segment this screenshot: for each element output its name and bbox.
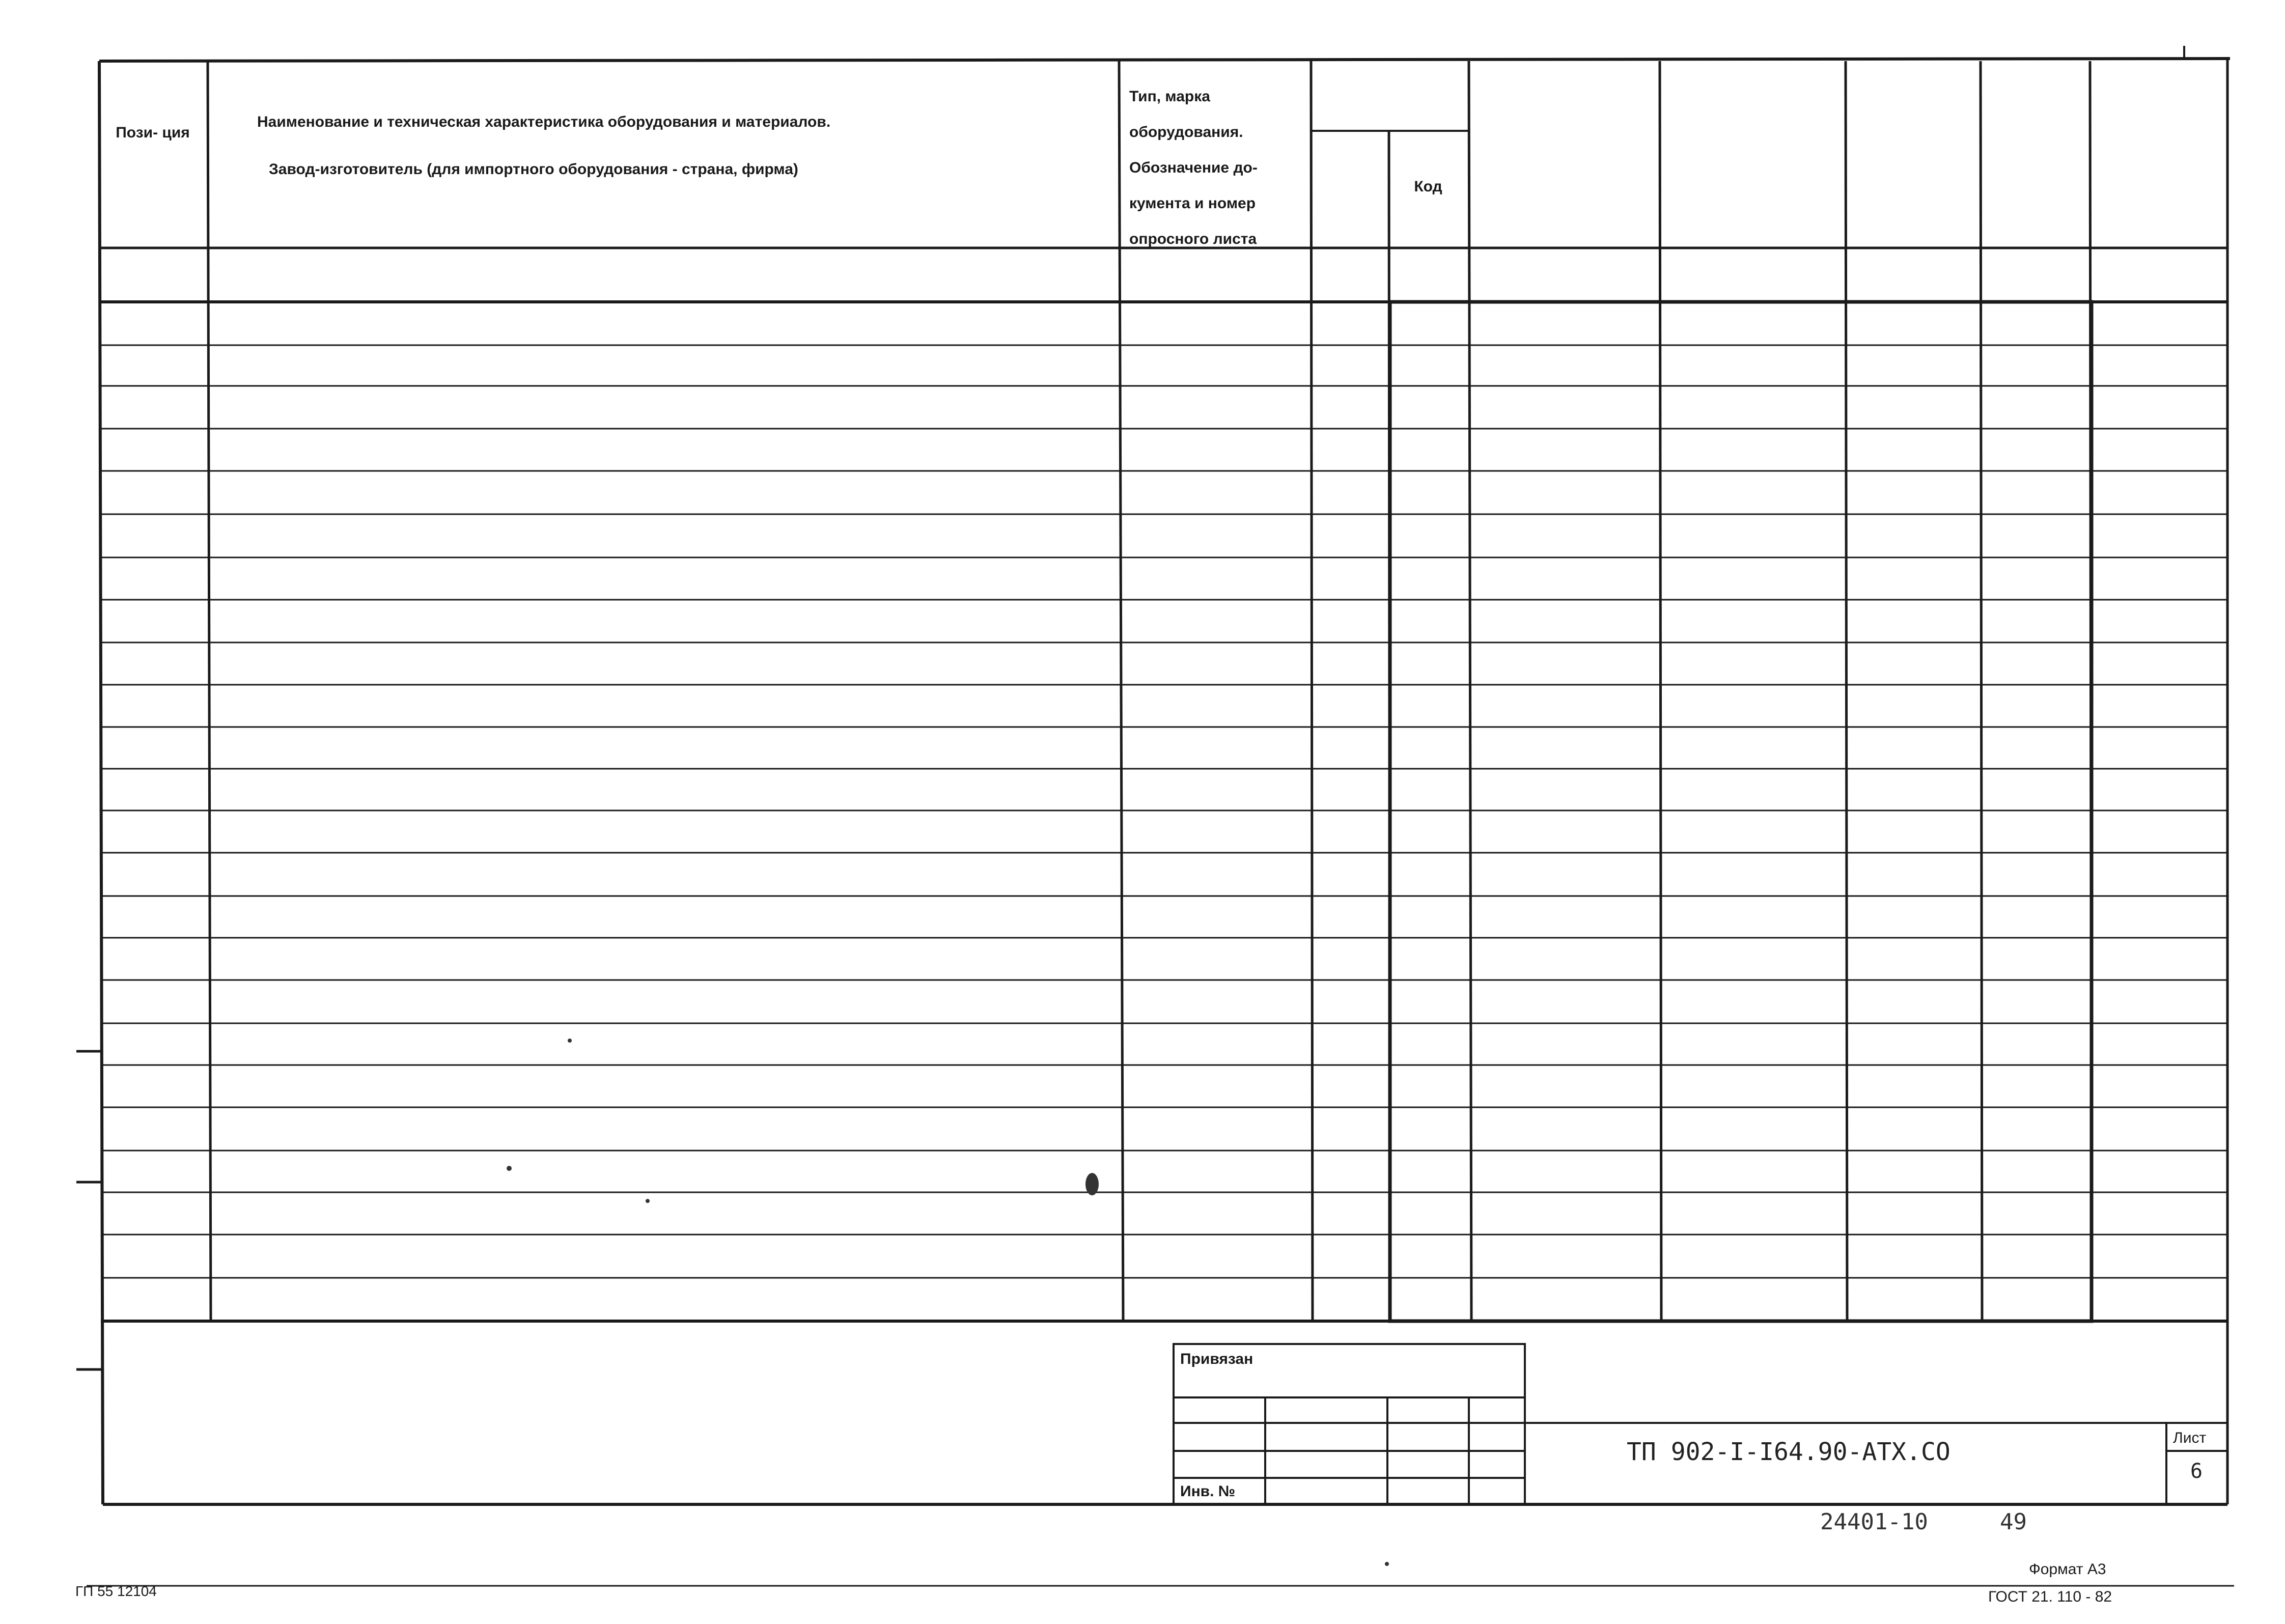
scan-speck (646, 1199, 650, 1203)
sheet-label: Лист (2173, 1430, 2207, 1446)
col3-line: кумента и номер (1129, 195, 1256, 212)
header-name-line1: Наименование и техническая характеристика оборудования и материалов. (257, 114, 831, 130)
ink-blot (1085, 1173, 1099, 1195)
header-name-line2: Завод-изготовитель (для импортного оборудования - страна, фирма) (269, 161, 798, 178)
gost-label: ГОСТ 21. 110 - 82 (1988, 1588, 2112, 1605)
scan-speck (1385, 1562, 1389, 1566)
left-code: ГП 55 12104 (75, 1583, 157, 1599)
format-label: Формат А3 (2029, 1561, 2106, 1578)
stamp-inv-label: Инв. № (1180, 1483, 1236, 1500)
col3-line: Тип, марка (1129, 88, 1210, 105)
col3-line: оборудования. (1129, 124, 1243, 141)
col3-line: Обозначение до- (1129, 159, 1258, 176)
scan-speck (568, 1039, 572, 1043)
archive-number: 24401-10 (1820, 1509, 1928, 1535)
header-position: Пози- ция (116, 124, 190, 141)
page-number: 49 (2000, 1509, 2027, 1535)
stamp-bound-label: Привязан (1180, 1351, 1253, 1367)
doc-code: ТП 902-I-I64.90-АТХ.СО (1627, 1438, 1950, 1466)
scan-speck (507, 1166, 512, 1171)
col3-line: опросного листа (1129, 231, 1257, 247)
sheet-number: 6 (2190, 1460, 2203, 1483)
header-unit-code: Код (1414, 178, 1442, 195)
